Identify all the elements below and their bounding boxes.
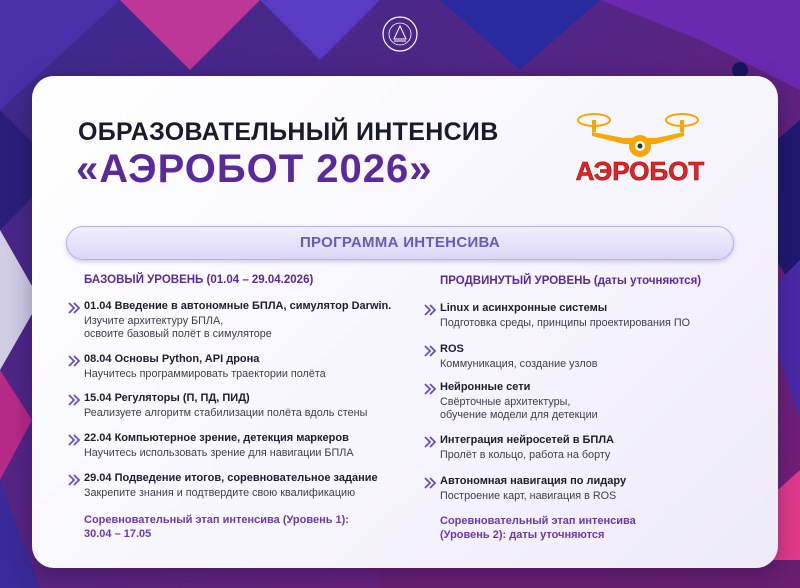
basic-item-title: 15.04 Регуляторы (П, ПД, ПИД) xyxy=(84,392,250,404)
page-title-line1: ОБРАЗОВАТЕЛЬНЫЙ ИНТЕНСИВ xyxy=(78,118,499,146)
advanced-item-description: обучение модели для детекции xyxy=(440,409,598,421)
double-chevron-right-icon xyxy=(424,436,440,448)
basic-competition-line2: 30.04 – 17.05 xyxy=(84,528,152,540)
basic-item-description: Научитесь использовать зрение для навигации БПЛА xyxy=(84,447,354,459)
advanced-item-description: Коммуникация, создание узлов xyxy=(440,358,598,370)
program-banner: ПРОГРАММА ИНТЕНСИВА xyxy=(66,226,734,260)
advanced-item-description: Построение карт, навигация в ROS xyxy=(440,490,617,502)
advanced-item-title: Автономная навигация по лидару xyxy=(440,475,627,487)
advanced-item-title: ROS xyxy=(440,343,464,355)
basic-item-title: 29.04 Подведение итогов, соревновательное задание xyxy=(84,472,378,484)
double-chevron-right-icon xyxy=(68,434,84,446)
advanced-level-heading: ПРОДВИНУТЫЙ УРОВЕНЬ (даты уточняются) xyxy=(440,275,702,287)
advanced-competition xyxy=(440,514,636,542)
basic-item-title: 22.04 Компьютерное зрение, детекция маркеров xyxy=(84,432,349,444)
logo-text: АЭРОБОТ xyxy=(575,156,705,186)
basic-item-description: Закрепите знания и подтвердите свою квалификацию xyxy=(84,487,356,499)
double-chevron-right-icon xyxy=(424,345,440,357)
basic-item-title: 01.04 Введение в автономные БПЛА, симулятор Darwin. xyxy=(84,300,392,312)
double-chevron-right-icon xyxy=(68,394,84,406)
advanced-competition-line1: Соревновательный этап интенсива xyxy=(440,515,636,527)
advanced-item-title: Интеграция нейросетей в БПЛА xyxy=(440,434,614,446)
advanced-item-title: Linux и асинхронные системы xyxy=(440,302,608,314)
double-chevron-right-icon xyxy=(68,302,84,314)
drone-icon xyxy=(578,114,698,157)
double-chevron-right-icon xyxy=(68,355,84,367)
basic-item-description: Изучите архитектуру БПЛА, xyxy=(84,315,224,327)
basic-item-description: Научитесь программировать траектории полёта xyxy=(84,368,326,380)
advanced-item-description: Подготовка среды, принципы проектирования ПО xyxy=(440,317,691,329)
university-seal-icon xyxy=(380,14,420,54)
basic-level-heading: БАЗОВЫЙ УРОВЕНЬ (01.04 – 29.04.2026) xyxy=(84,274,314,286)
aerobot-logo xyxy=(572,106,708,190)
double-chevron-right-icon xyxy=(424,477,440,489)
basic-item-description: освоите базовый полёт в симуляторе xyxy=(84,328,272,340)
double-chevron-right-icon xyxy=(424,304,440,316)
basic-competition-line1: Соревновательный этап интенсива (Уровень 1): xyxy=(84,514,349,526)
double-chevron-right-icon xyxy=(68,474,84,486)
basic-item-description: Реализуете алгоритм стабилизации полёта вдоль стены xyxy=(84,407,368,419)
basic-item-title: 08.04 Основы Python, API дрона xyxy=(84,353,260,365)
advanced-item-description: Свёрточные архитектуры, xyxy=(440,396,571,408)
page-title-line2: «АЭРОБОТ 2026» xyxy=(76,147,433,191)
advanced-item-description: Пролёт в кольцо, работа на борту xyxy=(440,449,611,461)
advanced-competition-line2: (Уровень 2): даты уточняются xyxy=(440,529,605,541)
basic-competition xyxy=(84,513,349,541)
advanced-item-title: Нейронные сети xyxy=(440,381,531,393)
double-chevron-right-icon xyxy=(424,383,440,395)
